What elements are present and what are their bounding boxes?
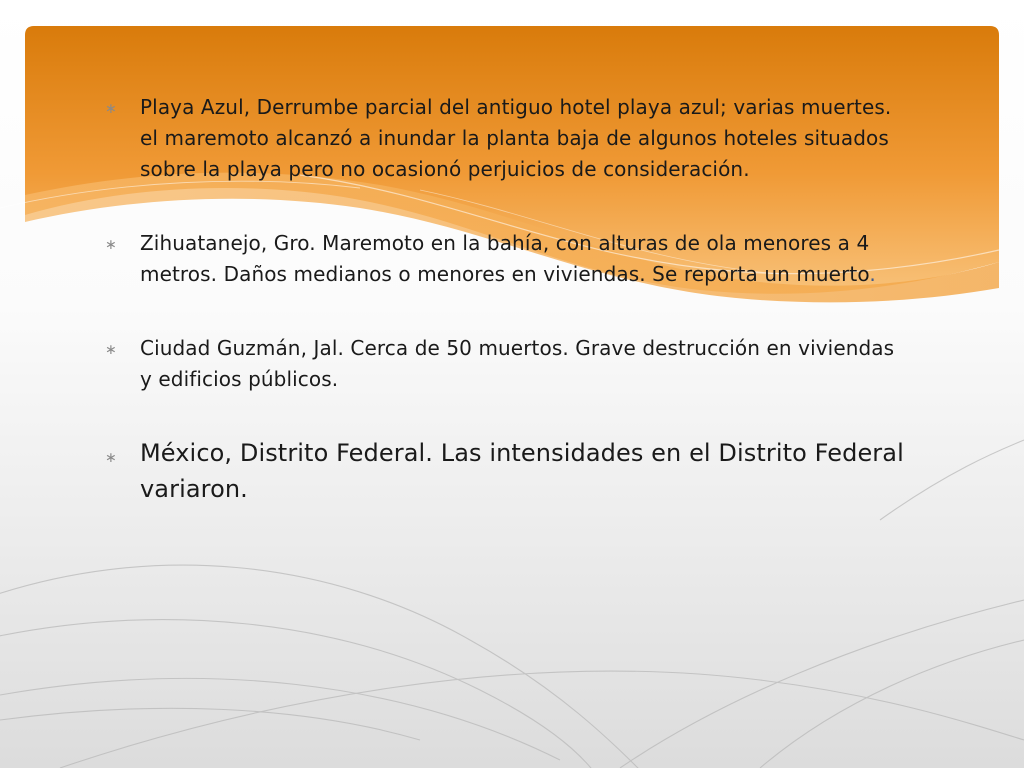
bullet-text-period: .	[869, 262, 876, 286]
list-item	[105, 228, 905, 290]
bullet-list	[105, 92, 905, 507]
bullet-text: Ciudad Guzmán, Jal. Cerca de 50 muertos. Grave destrucción en viviendas y edificios públicos.	[140, 336, 895, 391]
list-item	[105, 92, 905, 185]
list-item	[105, 333, 905, 395]
bullet-text: México, Distrito Federal. Las intensidades en el Distrito Federal variaron.	[140, 439, 904, 503]
bullet-asterisk-icon: ∗	[105, 342, 117, 358]
bullet-asterisk-icon: ∗	[105, 237, 117, 253]
bullet-asterisk-icon: ∗	[105, 101, 117, 117]
bullet-text: Playa Azul, Derrumbe parcial del antiguo hotel playa azul; varias muertes. el maremoto alcanzó a inundar la planta baja de algunos hoteles situados sobre la playa pero no ocasionó perjuicios de consideración.	[140, 95, 892, 181]
bullet-text: Zihuatanejo, Gro. Maremoto en la bahía, con alturas de ola menores a 4 metros. Daños medianos o menores en viviendas. Se reporta un muerto	[140, 231, 870, 286]
bullet-asterisk-icon: ∗	[105, 450, 117, 466]
list-item	[105, 435, 905, 507]
